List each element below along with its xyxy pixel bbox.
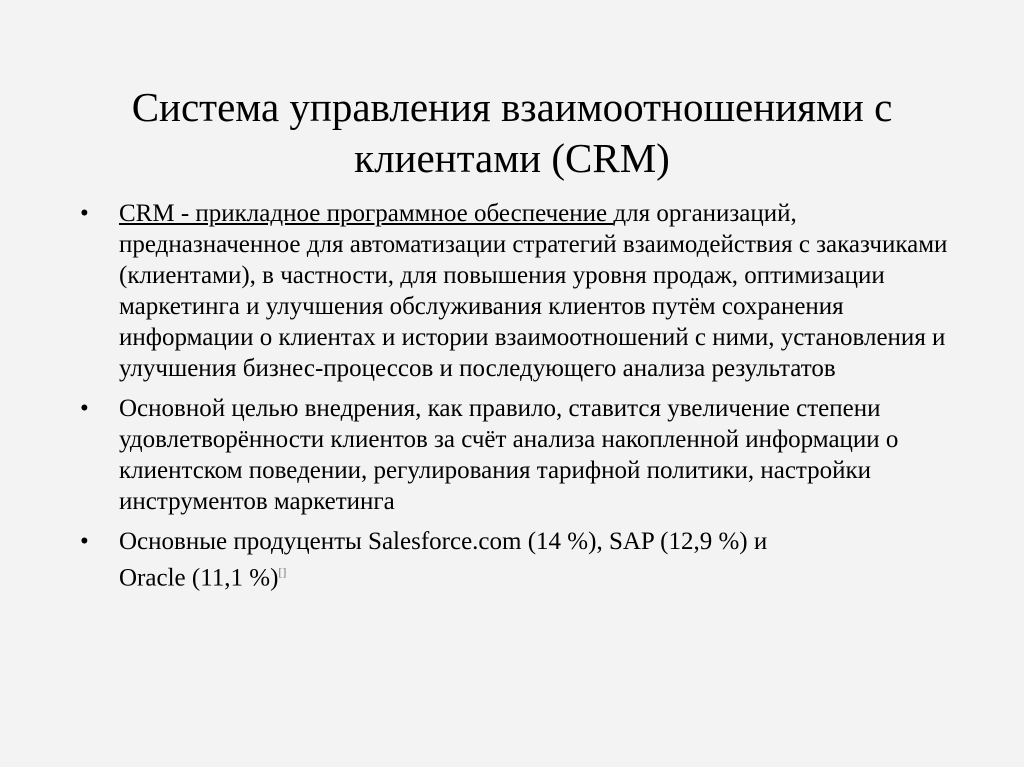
bullet-item-crm-definition bbox=[0, 198, 1024, 384]
bullet-marker: • bbox=[80, 200, 89, 227]
vendors-text-line-2: Oracle (11,1 %) bbox=[119, 564, 279, 592]
bullet-item-main-goal bbox=[0, 393, 1024, 517]
crm-definition-text: для организаций, предназначенное для автоматизации стратегий взаимодействия с заказчиками (клиентами), в частности, для повышения уровня продаж, оптимизации маркетинга и улучшения обслуживания клиентов путём сохранения информации о клиентах и истории взаимоотношений с ними, установления и улучшения бизнес-процессов и последующего анализа результатов bbox=[119, 200, 948, 382]
slide-title-line-1: Система управления взаимоотношениями с bbox=[131, 84, 893, 130]
bullet-item-vendors bbox=[0, 526, 1024, 593]
bullet-marker: • bbox=[80, 395, 89, 422]
bullet-list bbox=[0, 198, 1024, 602]
bullet-marker: • bbox=[80, 528, 89, 555]
reference-link[interactable] bbox=[278, 565, 286, 579]
slide-title-line-2: клиентами (CRM) bbox=[354, 135, 670, 181]
slide-title bbox=[60, 82, 964, 184]
vendors-text-line-1: Основные продуценты Salesforce.com (14 %), SAP (12,9 %) и bbox=[119, 528, 768, 555]
crm-definition-link[interactable]: CRM - прикладное программное обеспечение bbox=[119, 200, 614, 227]
reference-close-bracket: ] bbox=[282, 565, 287, 579]
main-goal-text: Основной целью внедрения, как правило, ставится увеличение степени удовлетворённости клиентов за счёт анализа накопленной информации о клиентском поведении, регулирования тарифной политики, настройки инструментов маркетинга bbox=[119, 395, 899, 515]
reference-open-bracket: [ bbox=[278, 565, 283, 579]
